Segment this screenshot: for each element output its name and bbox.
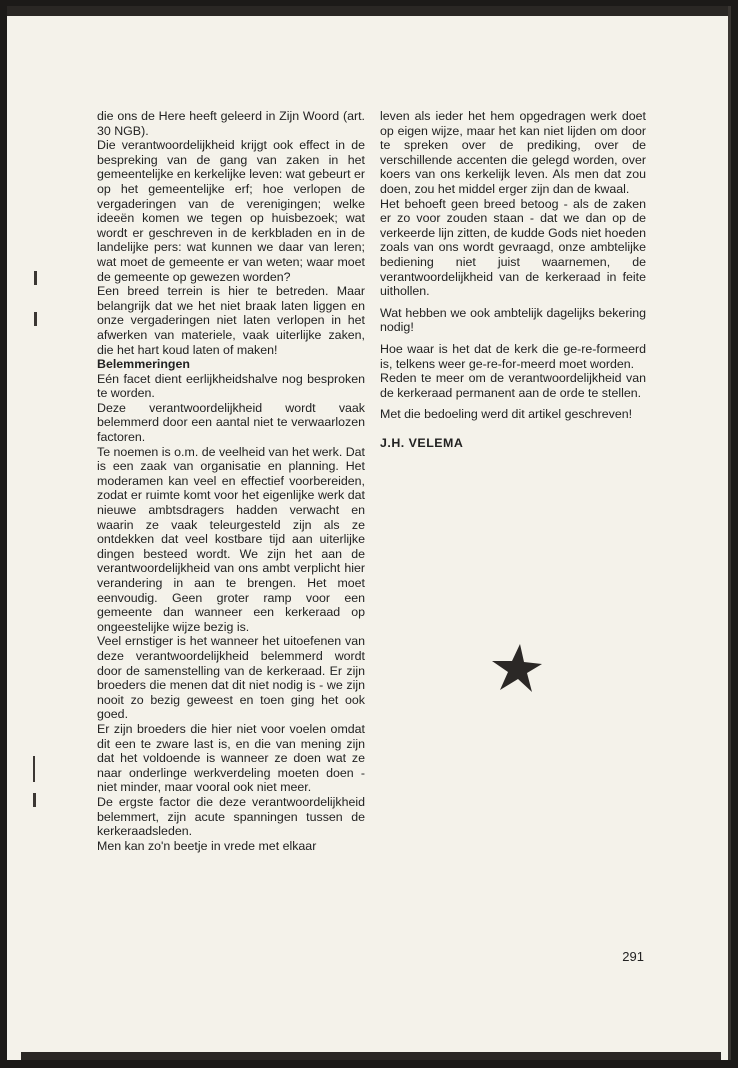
paragraph: Het behoeft geen breed betoog - als de zaken er zo voor zouden staan - dat we dan op de verkeerde lijn zitten, de kudde Gods niet hoeden zoals van ons wordt gevraagd, onze ambtelijke bediening niet juist waarnemen, de verantwoordelijkheid van de kerkeraad in feite uithollen. xyxy=(380,196,646,299)
scan-top-edge xyxy=(7,6,731,16)
right-column xyxy=(380,109,646,450)
paragraph: Wat hebben we ook ambtelijk dagelijks bekering nodig! xyxy=(380,305,646,335)
scan-right-edge xyxy=(728,6,731,1060)
margin-mark xyxy=(34,271,37,285)
margin-mark xyxy=(33,793,36,807)
scan-bottom-edge xyxy=(21,1052,721,1060)
paragraph: Te noemen is o.m. de veelheid van het werk. Dat is een zaak van organisatie en planning. Het moderamen kan veel en effectief voorbereiden, zodat er ruimte komt voor het eigenlijke werk dat nieuwe ambtsdragers hadden verwacht en waarin ze vaak teleurgesteld zijn als ze ontdekken dat veel kostbare tijd aan uiterlijke dingen besteed wordt. We zijn het aan de verantwoordelijkheid van ons ambt verplicht hier verandering in aan te brengen. Het moet eenvoudig. Geen groter ramp voor een gemeente dan wanneer een kerkeraad op ongeestelijke wijze bezig is. xyxy=(97,444,365,634)
paragraph: Met die bedoeling werd dit artikel geschreven! xyxy=(380,407,633,422)
paragraph: Die verantwoordelijkheid krijgt ook effect in de bespreking van de gang van zaken in het gemeentelijke en kerkelijke leven: wat gebeurt er op het gemeentelijke erf; hoe verlopen de vergaderingen van de verenigingen; welke ideeën komen we tegen op huisbezoek; wat wordt er geschreven in de kerkbladen en in de landelijke pers: wat kunnen we daar van leren; wat moet de gemeente er van weten; waar moet de gemeente op gewezen worden? xyxy=(97,138,365,284)
document-page xyxy=(7,6,731,1060)
paragraph: De ergste factor die deze verantwoordelijkheid belemmert, zijn acute spanningen tussen de kerkeraadsleden. xyxy=(97,794,365,839)
paragraph: Men kan zo'n beetje in vrede met elkaar xyxy=(97,838,317,853)
paragraph: die ons de Here heeft geleerd in Zijn Woord (art. 30 NGB). xyxy=(97,109,365,138)
paragraph: Reden te meer om de verantwoordelijkheid van de kerkeraad permanent aan de orde te stellen. xyxy=(380,371,646,400)
section-heading: Belemmeringen xyxy=(97,357,190,372)
paragraph: Hoe waar is het dat de kerk die ge-re-formeerd is, telkens weer ge-re-for-meerd moet worden. xyxy=(380,341,646,371)
paragraph: Er zijn broeders die hier niet voor voelen omdat dit een te zware last is, en die van mening zijn dat het voldoende is wanneer ze doen wat ze naar onderlinge werkverdeling moeten doen - niet minder, maar vooral ook niet meer. xyxy=(97,721,365,795)
paragraph: leven als ieder het hem opgedragen werk doet op eigen wijze, maar het kan niet lijden om door te spreken over de prediking, over de verschillende accenten die gelegd worden, over koers van ons kerkelijk leven. Als men dat zou doen, zou het middel erger zijn dan de kwaal. xyxy=(380,109,646,196)
paragraph: Eén facet dient eerlijkheidshalve nog besproken te worden. xyxy=(97,371,365,401)
star-icon xyxy=(490,642,544,696)
page-number: 291 xyxy=(622,949,644,964)
left-column xyxy=(97,109,365,853)
paragraph: Deze verantwoordelijkheid wordt vaak belemmerd door een aantal niet te verwaarlozen factoren. xyxy=(97,400,365,445)
margin-mark xyxy=(34,312,37,326)
author-signature: J.H. VELEMA xyxy=(380,435,464,450)
paragraph: Veel ernstiger is het wanneer het uitoefenen van deze verantwoordelijkheid belemmerd wordt door de samenstelling van de kerkeraad. Er zijn broeders die menen dat dit niet nodig is - we zijn nooit zo bezig geweest en toen ging het ook goed. xyxy=(97,634,365,722)
margin-mark xyxy=(33,756,35,782)
paragraph: Een breed terrein is hier te betreden. Maar belangrijk dat we het niet braak laten liggen en onze vergaderingen niet laten verlopen in het afwerken van materiele, vaak uiterlijke zaken, die het hart koud laten of maken! xyxy=(97,284,365,357)
